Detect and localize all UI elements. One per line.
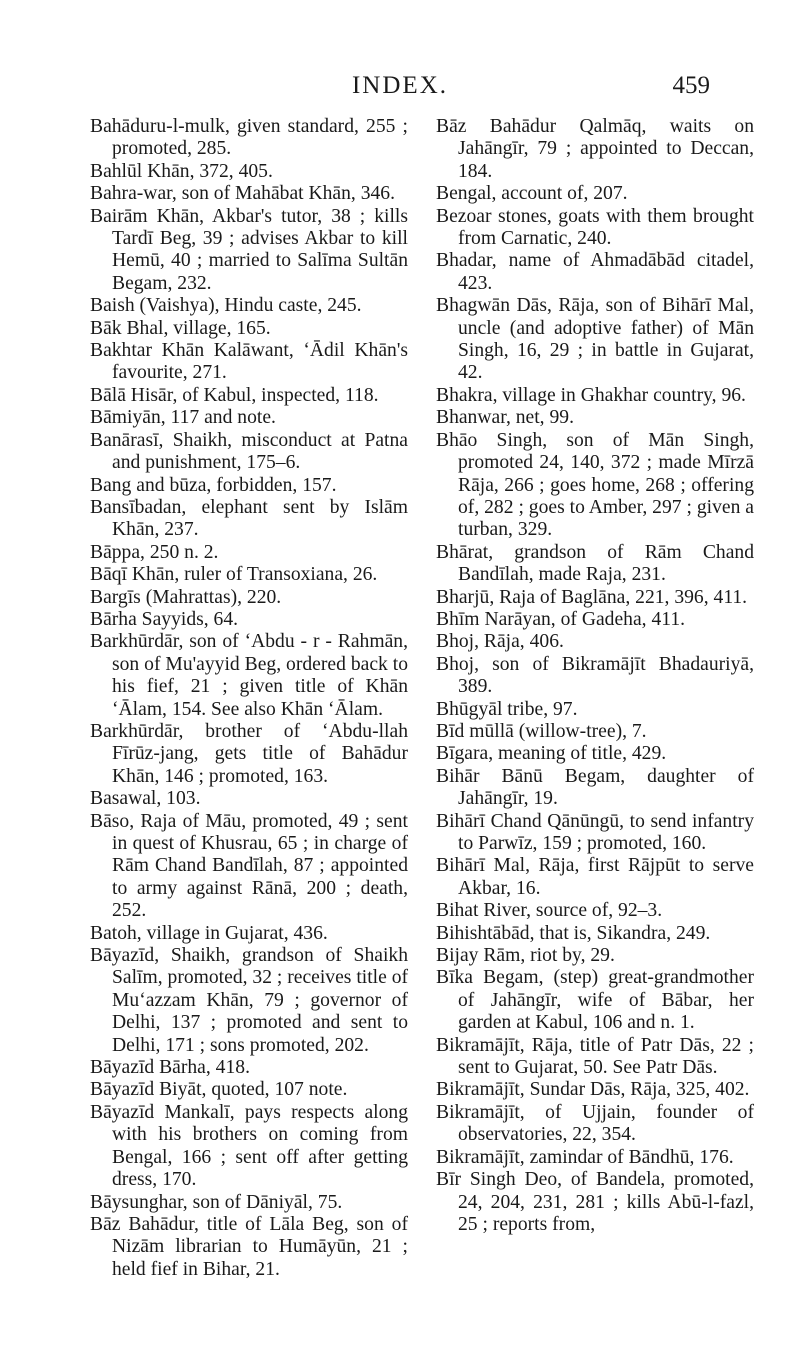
index-entry: Bihat River, source of, 92–3. — [436, 900, 663, 922]
index-entry: Bahlūl Khān, 372, 405. — [90, 160, 273, 182]
index-entry: Bāqī Khān, ruler of Transoxiana, 26. — [90, 564, 378, 586]
index-entry: Bhārat, grandson of Rām Chand Bandīlah, made Raja, 231. — [436, 541, 754, 586]
index-entry: Bāmiyān, 117 and note. — [90, 407, 276, 429]
index-entry: Bakhtar Khān Kalāwant, ‘Ādil Khān's favourite, 271. — [90, 340, 408, 384]
page-header — [0, 72, 800, 112]
index-entry: Bihārī Chand Qānūngū, to send infantry to Parwīz, 159 ; promoted, 160. — [436, 810, 754, 854]
index-entry: Bāyazīd Biyāt, quoted, 107 note. — [90, 1079, 348, 1101]
index-entry: Bāyazīd, Shaikh, grandson of Shaikh Salīm, promoted, 32 ; receives title of Mu‘azzam Khān, 79 ; governor of Delhi, 137 ; promoted and sent to Delhi, 171 ; sons promoted, 202. — [90, 945, 409, 1056]
index-entry: Bhagwān Dās, Rāja, son of Bihārī Mal, uncle (and adoptive father) of Mān Singh, 16, 29 ; in battle in Gujarat, 42. — [436, 295, 754, 384]
index-entry: Bihārī Mal, Rāja, first Rājpūt to serve Akbar, 16. — [436, 855, 754, 899]
index-entry: Bāysunghar, son of Dāniyāl, 75. — [90, 1191, 343, 1213]
index-entry: Barkhūrdār, son of ‘Abdu - r - Rahmān, son of Mu'ayyid Beg, ordered back to his fief, 21 ; given title of Khān ‘Ālam, 154. See also Khān ‘Ālam. — [90, 631, 408, 720]
index-entry: Bīd mūllā (willow-tree), 7. — [436, 720, 647, 742]
index-entry: Bīr Singh Deo, of Bandela, promoted, 24, 204, 231, 281 ; kills Abū-l-fazl, 25 ; reports from, — [436, 1169, 754, 1235]
index-entry: Bīka Begam, (step) great-grandmother of Jahāngīr, wife of Bābar, her garden at Kabul, 106 and n. 1. — [436, 967, 754, 1034]
index-entry: Bijay Rām, riot by, 29. — [436, 945, 615, 967]
index-entry: Bhīm Narāyan, of Gadeha, 411. — [436, 608, 686, 630]
index-entry: Bahāduru-l-mulk, given standard, 255 ; promoted, 285. — [90, 116, 408, 160]
index-entry: Bhoj, Rāja, 406. — [436, 631, 564, 653]
index-entry: Barkhūrdār, brother of ‘Abdu-llah Fīrūz-jang, gets title of Bahādur Khān, 146 ; promoted, 163. — [90, 720, 408, 787]
index-entry: Bansībadan, elephant sent by Islām Khān, 237. — [90, 496, 408, 541]
index-entry: Bāyazīd Bārha, 418. — [90, 1057, 250, 1079]
page-number: 459 — [672, 72, 710, 99]
index-entry: Bairām Khān, Akbar's tutor, 38 ; kills Tardī Beg, 39 ; advises Akbar to kill Hemū, 40 ; married to Salīma Sultān Begam, 232. — [90, 205, 408, 294]
index-entry: Banārasī, Shaikh, misconduct at Patna and punishment, 175–6. — [90, 429, 408, 474]
index-entry: Bāz Bahādur, title of Lāla Beg, son of Nizām librarian to Humāyūn, 21 ; held fief in Bihar, 21. — [90, 1213, 408, 1280]
index-entry: Bhoj, son of Bikramājīt Bhadauriyā, 389. — [436, 653, 754, 698]
index-entry: Basawal, 103. — [90, 788, 201, 810]
index-entry: Bhūgyāl tribe, 97. — [436, 698, 578, 720]
index-entry: Bengal, account of, 207. — [436, 183, 628, 205]
index-entry: Bāyazīd Mankalī, pays respects along with his brothers on coming from Bengal, 166 ; sent off after getting dress, 170. — [90, 1101, 408, 1191]
index-entry: Bang and būza, forbidden, 157. — [90, 474, 337, 496]
index-entry: Bikramājīt, Sundar Dās, Rāja, 325, 402. — [436, 1079, 750, 1101]
index-entry: Bīgara, meaning of title, 429. — [436, 743, 667, 765]
index-entry: Bezoar stones, goats with them brought from Carnatic, 240. — [436, 205, 754, 250]
index-entry: Batoh, village in Gujarat, 436. — [90, 922, 328, 944]
index-entry: Bharjū, Raja of Baglāna, 221, 396, 411. — [436, 586, 748, 608]
index-entry: Bhadar, name of Ahmadābād citadel, 423. — [436, 250, 754, 294]
index-entry: Bikramājīt, zamindar of Bāndhū, 176. — [436, 1146, 734, 1168]
index-entry: Baish (Vaishya), Hindu caste, 245. — [90, 295, 362, 317]
index-entry: Bālā Hisār, of Kabul, inspected, 118. — [90, 384, 379, 406]
index-entry: Bahra-war, son of Mahābat Khān, 346. — [90, 183, 396, 205]
page-title: INDEX. — [351, 72, 448, 99]
index-entry: Bāso, Raja of Māu, promoted, 49 ; sent in quest of Khusrau, 65 ; in charge of Rām Chand Bandīlah, 87 ; appointed to army against Rānā, 200 ; death, 252. — [90, 810, 408, 922]
index-entry: Bikramājīt, Rāja, title of Patr Dās, 22 ; sent to Gujarat, 50. See Patr Dās. — [436, 1034, 754, 1079]
index-entry: Bhakra, village in Ghakhar country, 96. — [436, 384, 746, 406]
index-entry: Bihishtābād, that is, Sikandra, 249. — [436, 922, 711, 944]
index-entry: Bāz Bahādur Qalmāq, waits on Jahāngīr, 79 ; appointed to Deccan, 184. — [436, 116, 754, 182]
index-entry: Bikramājīt, of Ujjain, founder of observatories, 22, 354. — [436, 1101, 754, 1146]
index-entry: Bhāo Singh, son of Mān Singh, promoted 24, 140, 372 ; made Mīrzā Rāja, 266 ; goes home, 268 ; offering of, 282 ; goes to Amber, 297 ; given a turban, 329. — [436, 429, 754, 541]
index-column-left — [90, 116, 408, 1281]
index-entry: Bāppa, 250 n. 2. — [90, 541, 219, 563]
index-entry: Bārha Sayyids, 64. — [90, 608, 239, 630]
index-entry: Bhanwar, net, 99. — [436, 407, 574, 429]
index-entry: Bāk Bhal, village, 165. — [90, 317, 271, 339]
index-entry: Bargīs (Mahrattas), 220. — [90, 586, 282, 608]
index-column-right — [436, 116, 754, 1236]
index-entry: Bihār Bānū Begam, daughter of Jahāngīr, 19. — [436, 765, 754, 810]
